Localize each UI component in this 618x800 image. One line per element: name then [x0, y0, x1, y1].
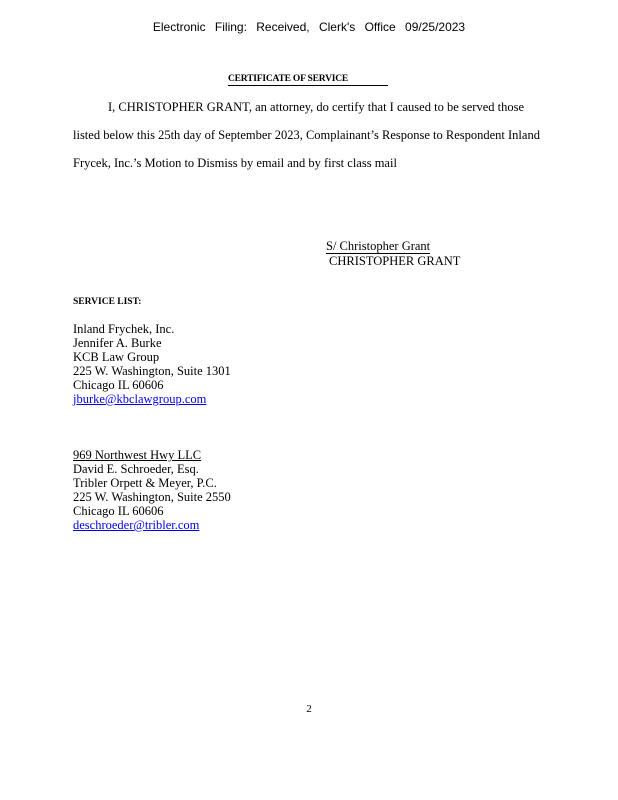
recipient-email-link[interactable]: jburke@kbclawgroup.com: [73, 392, 207, 406]
recipient-firm: KCB Law Group: [73, 350, 160, 364]
certificate-line-2: listed below this 25th day of September 2023, Complainant’s Response to Respondent Inland: [73, 128, 540, 142]
recipient-name: Jennifer A. Burke: [73, 336, 162, 350]
service-recipient-2: [73, 448, 231, 532]
electronic-filing-header: Electronic Filing: Received, Clerk's Office 09/25/2023: [152, 20, 466, 34]
service-list-label: SERVICE LIST:: [73, 297, 142, 307]
service-recipient-1: [73, 322, 231, 406]
recipient-address: 225 W. Washington, Suite 2550: [73, 490, 231, 504]
recipient-firm: Tribler Orpett & Meyer, P.C.: [73, 476, 217, 490]
recipient-email-link[interactable]: deschroeder@tribler.com: [73, 518, 200, 532]
recipient-company: Inland Frychek, Inc.: [73, 322, 175, 336]
certificate-line-1: I, CHRISTOPHER GRANT, an attorney, do certify that I caused to be served those: [108, 100, 524, 114]
recipient-company: 969 Northwest Hwy LLC: [73, 448, 202, 462]
page-number: 2: [306, 703, 312, 715]
recipient-city: Chicago IL 60606: [73, 378, 164, 392]
recipient-address: 225 W. Washington, Suite 1301: [73, 364, 231, 378]
recipient-city: Chicago IL 60606: [73, 504, 164, 518]
certificate-line-3: Frycek, Inc.’s Motion to Dismiss by email and by first class mail: [73, 156, 397, 170]
signature-line: S/ Christopher Grant: [326, 239, 431, 253]
signature-name: CHRISTOPHER GRANT: [329, 254, 461, 268]
certificate-title: CERTIFICATE OF SERVICE: [228, 74, 388, 86]
recipient-name: David E. Schroeder, Esq.: [73, 462, 199, 476]
